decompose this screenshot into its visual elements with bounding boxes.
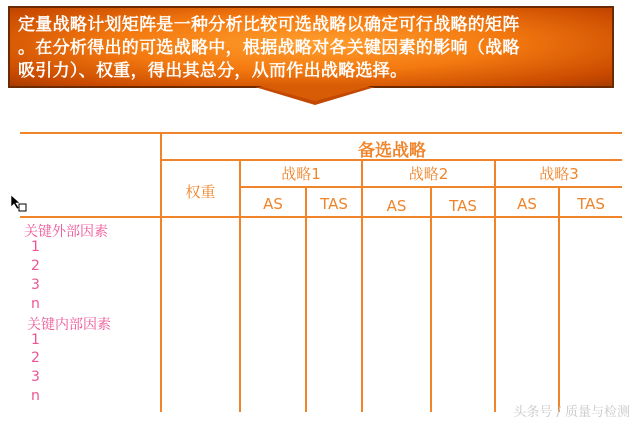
definition-callout: [8, 6, 614, 88]
s1-as-header: AS: [263, 195, 283, 213]
mouse-pointer-icon: [10, 194, 30, 218]
table-top-border: [20, 132, 622, 134]
external-factors-title: 关键外部因素: [24, 224, 108, 240]
internal-factor-1: 1: [31, 332, 40, 348]
watermark: 头条号 / 质量与检测: [513, 405, 630, 420]
internal-factor-n: n: [31, 388, 40, 404]
internal-factors-title: 关键内部因素: [27, 317, 111, 333]
strategy-1-header: 战略1: [281, 165, 321, 183]
weight-header: 权重: [185, 183, 216, 201]
callout-line-1: 定量战略计划矩阵是一种分析比较可选战略以确定可行战略的矩阵: [18, 15, 520, 35]
s1-tas-header: TAS: [320, 195, 348, 213]
callout-line-2: 。在分析得出的可选战略中，根据战略对各关键因素的影响（战略: [18, 38, 520, 58]
external-factor-2: 2: [31, 258, 40, 274]
internal-factor-2: 2: [31, 350, 40, 366]
s3-as-header: AS: [517, 195, 537, 213]
header-bottom-border: [20, 216, 622, 218]
alternative-strategies-header: 备选战略: [358, 141, 426, 161]
external-factor-1: 1: [31, 239, 40, 255]
external-factor-n: n: [31, 296, 40, 312]
factor-column-divider: [160, 132, 162, 412]
external-factor-3: 3: [31, 277, 40, 293]
s1-inner-divider: [305, 186, 307, 412]
callout-pointer-fill: [259, 86, 371, 101]
callout-line-3: 吸引力）、权重，得出其总分，从而作出战略选择。: [18, 61, 408, 81]
s2-tas-header: TAS: [449, 197, 477, 215]
s2-inner-divider: [430, 186, 432, 412]
strategy-2-header: 战略2: [408, 165, 449, 183]
s3-tas-header: TAS: [577, 195, 605, 213]
internal-factor-3: 3: [31, 369, 40, 385]
s2-as-header: AS: [386, 197, 407, 215]
s3-inner-divider: [558, 186, 560, 412]
strategy-3-header: 战略3: [539, 165, 579, 183]
